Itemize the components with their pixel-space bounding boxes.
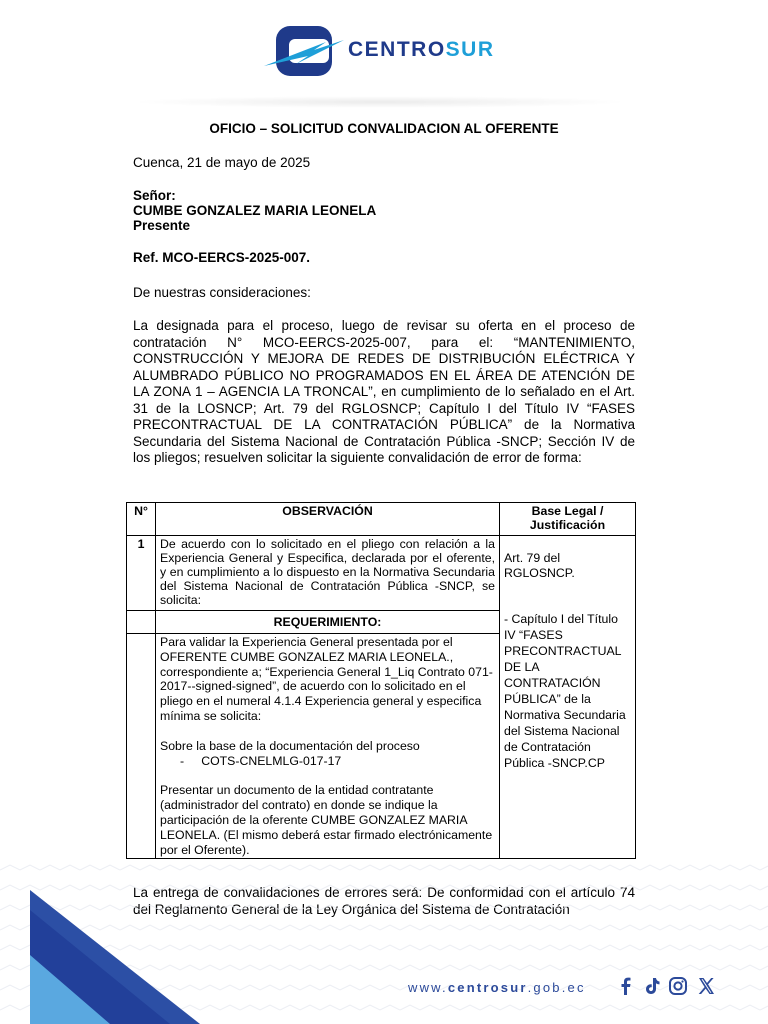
centrosur-logo-icon: [256, 20, 346, 84]
x-icon[interactable]: [695, 975, 717, 997]
logo-text-centro: CENTRO: [348, 38, 446, 61]
row-number: 1: [127, 536, 156, 611]
table-row: [127, 536, 636, 611]
tiktok-icon[interactable]: [641, 975, 663, 997]
document-title: OFICIO – SOLICITUD CONVALIDACION AL OFERENTE: [209, 121, 559, 136]
table-header-row: [127, 503, 636, 536]
requerimiento-paragraph-1: Para validar la Experiencia General presentada por el OFERENTE CUMBE GONZALEZ MARIA LEONELA., correspondiente a; “Experiencia General 1_Liq Contrato 071-2017--signed-signed”, de acuerdo con lo solicitado en el pliego en el numeral 4.1.4 Experiencia general y especifica mínima se solicita:: [160, 635, 493, 723]
date-line: Cuenca, 21 de mayo de 2025: [133, 155, 311, 170]
footer-tld: .gob.ec: [527, 980, 586, 995]
body-paragraph: La designada para el proceso, luego de revisar su oferta en el proceso de contratación N° MCO-EERCS-2025-007, para el: “MANTENIMIENTO, CONSTRUCCIÓN Y MEJORA DE REDES DE DISTRIBUCIÓN ELÉCTRICA Y ALUMBRADO PÚBLICO NO PROGRAMADOS EN EL ÁREA DE ATENCIÓN DE LA ZONA 1 – AGENCIA LA TRONCAL”, en cumplimiento de lo señalado en el Art. 31 de la LOSNCP; Art. 79 del RGLOSNCP; Capítulo I del Título IV “FASES PRECONTRACTUAL DE LA CONTRATACIÓN PÚBLICA” de la Normativa Secundaria del Sistema Nacional de Contratación Pública -SNCP; Sección IV de los pliegos; resuelven solicitar la siguiente convalidación de error de forma:: [133, 318, 635, 465]
logo-text-sur: SUR: [445, 38, 495, 61]
footer-website[interactable]: [408, 980, 586, 995]
header-observacion: OBSERVACIÓN: [156, 503, 500, 536]
header-divider: [130, 96, 630, 108]
header-base-legal: Base Legal / Justificación: [500, 503, 636, 536]
recipient-block: [133, 188, 376, 233]
centrosur-logo: [256, 20, 516, 84]
header-num: N°: [127, 503, 156, 536]
base-legal-chapter: - Capítulo I del Título IV “FASES PRECONTRACTUAL DE LA CONTRATACIÓN PÚBLICA” de la Normativa Secundaria del Sistema Nacional de Contratación Pública -SNCP.CP: [504, 612, 626, 770]
instagram-icon[interactable]: [667, 975, 689, 997]
requerimiento-paragraph-2: Sobre la base de la documentación del proceso: [160, 738, 420, 753]
facebook-icon[interactable]: [615, 975, 637, 997]
footer-www: www.: [408, 980, 448, 995]
requerimiento-empty-cell: [127, 611, 156, 634]
observations-table: [126, 502, 636, 859]
considerations-line: De nuestras consideraciones:: [133, 285, 311, 300]
recipient-presente: Presente: [133, 218, 191, 233]
requerimiento-cell: [156, 634, 500, 859]
footer-background-decoration: [0, 860, 768, 1024]
requerimiento-bullet-text: COTS-CNELMLG-017-17: [201, 753, 342, 768]
recipient-salutation: Señor:: [133, 188, 176, 203]
reference-line: Ref. MCO-EERCS-2025-007.: [133, 250, 311, 265]
observacion-cell: De acuerdo con lo solicitado en el pliego con relación a la Experiencia General y Especifica, declarada por el oferente, y en cumplimiento a lo dispuesto en la Normativa Secundaria del Sistema Nacional de Contratación Pública -SNCP, se solicita:: [156, 536, 500, 611]
recipient-name: CUMBE GONZALEZ MARIA LEONELA: [133, 203, 377, 218]
requerimiento-bullet: - COTS-CNELMLG-017-17: [180, 753, 342, 768]
logo-wordmark: [348, 38, 495, 62]
requerimiento-paragraph-3: Presentar un documento de la entidad contratante (administrador del contrato) en donde se indique la participación de la oferente CUMBE GONZALEZ MARIA LEONELA. (El mismo deberá estar firmado electrónicamente por el Oferente).: [160, 783, 493, 857]
base-legal-cell: [500, 536, 636, 859]
requerimiento-empty-cell-2: [127, 634, 156, 859]
base-legal-article: Art. 79 del RGLOSNCP.: [504, 551, 575, 580]
requerimiento-header: REQUERIMIENTO:: [156, 611, 500, 634]
footer-domain: centrosur: [447, 980, 528, 995]
